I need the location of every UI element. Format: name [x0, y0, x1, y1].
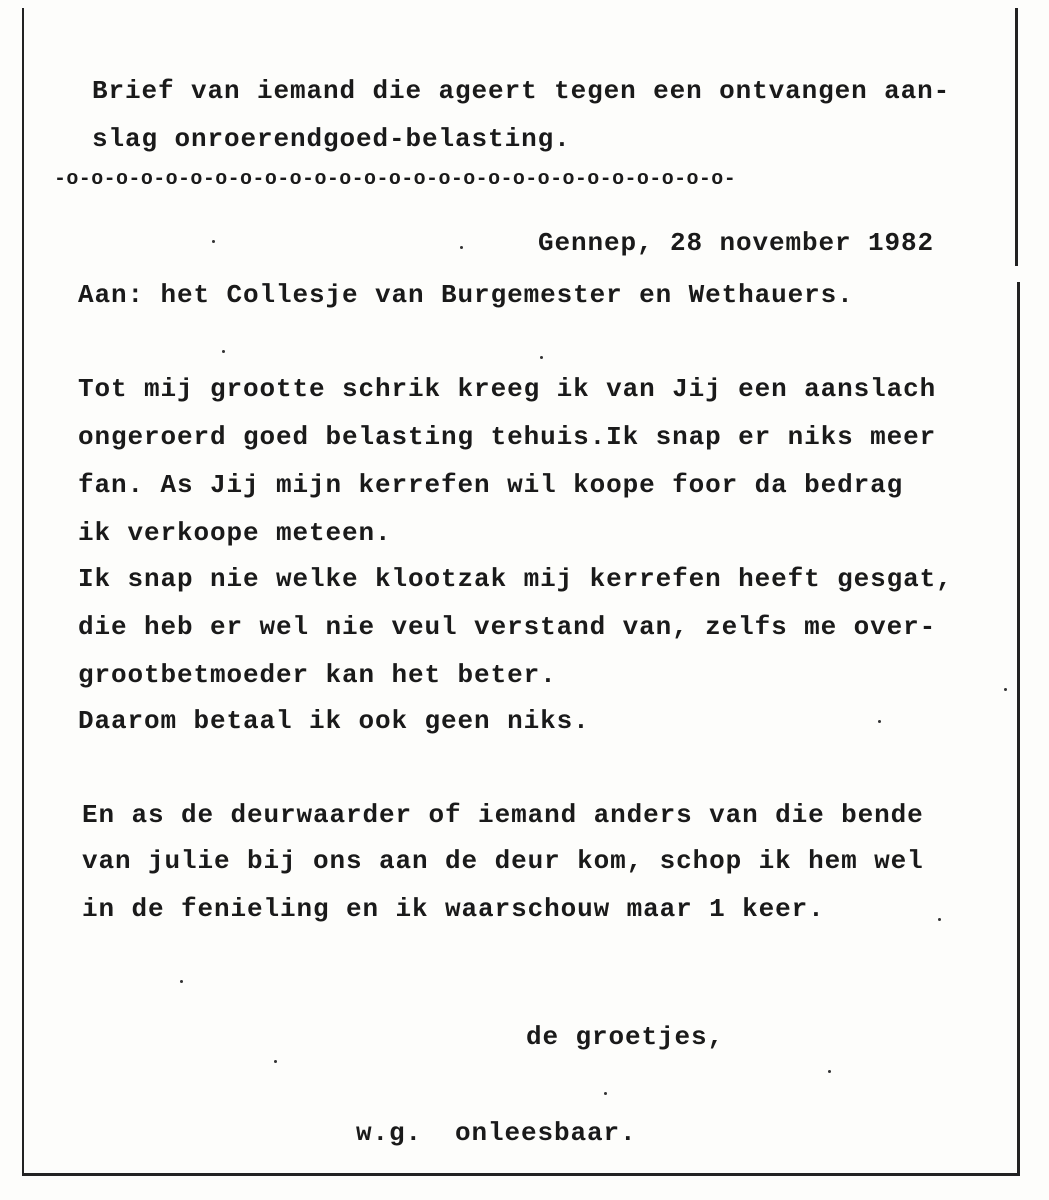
scan-speck	[828, 1070, 831, 1073]
closing: de groetjes,	[526, 1022, 725, 1052]
header-line-2: slag onroerendgoed-belasting.	[92, 124, 571, 154]
scan-speck	[274, 1060, 277, 1063]
sheet-border-bottom	[22, 1173, 1020, 1176]
body-line: grootbetmoeder kan het beter.	[78, 660, 557, 690]
scan-speck	[460, 246, 463, 249]
body-line: Daarom betaal ik ook geen niks.	[78, 706, 590, 736]
sheet-border-right-bottom	[1017, 282, 1020, 1176]
dateline: Gennep, 28 november 1982	[538, 228, 935, 258]
sheet-border-right-top	[1015, 8, 1018, 266]
body-line: Tot mij grootte schrik kreeg ik van Jij een aanslach	[78, 374, 937, 404]
body-line: van julie bij ons aan de deur kom, schop ik hem wel	[82, 846, 924, 876]
sheet-border-left	[22, 8, 24, 1176]
body-line: Ik snap nie welke klootzak mij kerrefen heeft gesgat,	[78, 564, 953, 594]
scan-speck	[938, 918, 941, 921]
scan-speck	[222, 350, 225, 353]
scan-speck	[212, 240, 215, 243]
body-line: in de fenieling en ik waarschouw maar 1 keer.	[82, 894, 825, 924]
signature: w.g. onleesbaar.	[356, 1118, 637, 1148]
body-line: ongeroerd goed belasting tehuis.Ik snap er niks meer	[78, 422, 937, 452]
scan-speck	[180, 980, 183, 983]
scan-speck	[1004, 688, 1007, 691]
scan-speck	[878, 720, 881, 723]
addressee: Aan: het Collesje van Burgemester en Wethauers.	[78, 280, 854, 310]
body-line: En as de deurwaarder of iemand anders van die bende	[82, 800, 924, 830]
separator-rule: -o-o-o-o-o-o-o-o-o-o-o-o-o-o-o-o-o-o-o-o-o-o-o-o-o-o-o-	[54, 168, 737, 191]
header-line-1: Brief van iemand die ageert tegen een ontvangen aan-	[92, 76, 951, 106]
body-line: ik verkoope meteen.	[78, 518, 392, 548]
scan-speck	[540, 356, 543, 359]
scan-speck	[604, 1092, 607, 1095]
body-line: fan. As Jij mijn kerrefen wil koope foor da bedrag	[78, 470, 904, 500]
body-line: die heb er wel nie veul verstand van, zelfs me over-	[78, 612, 937, 642]
